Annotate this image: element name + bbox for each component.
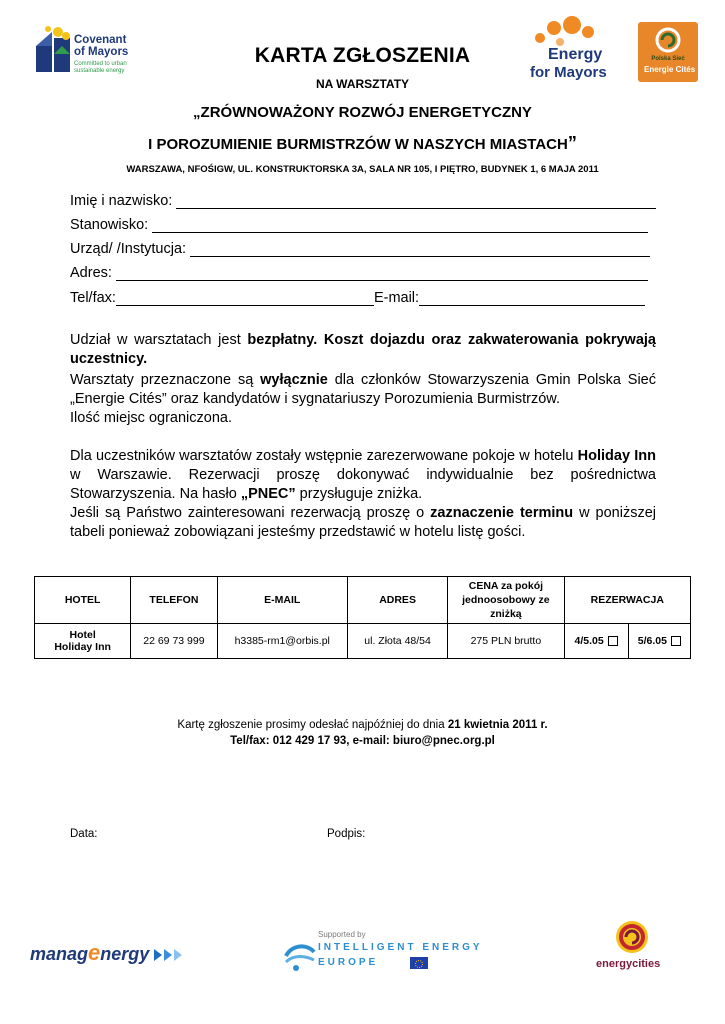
mgn-text1: manag bbox=[30, 944, 89, 964]
info-paragraph-1 bbox=[70, 331, 656, 369]
efm-line1: Energy bbox=[548, 46, 603, 63]
deadline-date: 21 kwietnia 2011 r. bbox=[447, 719, 548, 731]
page-title: KARTA ZGŁOSZENIA bbox=[254, 44, 471, 67]
cell-price: 275 PLN brutto bbox=[448, 624, 564, 659]
p2-text-c: dla członków Stowarzyszenia Gmin Polska Sieć „Energie Cités” oraz kandydatów i sygnatariuszy Porozumienia Burmistrzów. bbox=[70, 372, 656, 407]
iee-line1: INTELLIGENT ENERGY bbox=[318, 942, 483, 953]
topic-quote: ” bbox=[567, 133, 577, 153]
info-paragraph-4 bbox=[70, 447, 656, 504]
energycities-logo bbox=[596, 918, 676, 974]
cell-address: ul. Złota 48/54 bbox=[347, 624, 447, 659]
phone-input-line[interactable] bbox=[116, 292, 374, 306]
ps-line3: Cités bbox=[675, 65, 696, 74]
covenant-line2: of Mayors bbox=[74, 46, 129, 58]
option1-label: 4/5.05 bbox=[574, 635, 604, 647]
header-email: E-MAIL bbox=[217, 577, 347, 624]
table-header-row bbox=[35, 577, 691, 624]
energycities-swirl-icon bbox=[612, 918, 652, 956]
deadline-line bbox=[0, 719, 725, 731]
iee-swirl-icon bbox=[282, 938, 318, 974]
cell-email: h3385-rm1@orbis.pl bbox=[217, 624, 347, 659]
reservation-option-2[interactable] bbox=[628, 624, 690, 659]
mgn-text3: nergy bbox=[100, 944, 150, 964]
name-label: Imię i nazwisko: bbox=[70, 193, 173, 209]
option2-label: 5/6.05 bbox=[637, 635, 667, 647]
address-input-line[interactable] bbox=[116, 267, 648, 281]
office-label: Urząd/ /Instytucja: bbox=[70, 241, 187, 257]
date-label: Data: bbox=[70, 828, 98, 840]
reservation-option-1[interactable] bbox=[564, 624, 628, 659]
page-subtitle: NA WARSZTATY bbox=[315, 77, 410, 91]
intelligent-energy-europe-logo bbox=[282, 930, 522, 978]
p2-bold: wyłącznie bbox=[260, 372, 328, 388]
p5-text-c: w poniższej tabeli ponieważ zobowiązani jesteśmy przedstawić w hotelu listę gości. bbox=[70, 505, 656, 540]
name-field[interactable] bbox=[70, 193, 656, 209]
topic-line2-wrap bbox=[0, 133, 725, 154]
email-input-line[interactable] bbox=[419, 292, 645, 306]
contact-field[interactable] bbox=[70, 290, 645, 306]
p1-text: Udział w warsztatach jest bbox=[70, 332, 248, 348]
info-paragraph-2 bbox=[70, 371, 656, 409]
covenant-line4: sustainable energy bbox=[74, 68, 125, 74]
p4-hotel: Holiday Inn bbox=[577, 448, 656, 464]
option1-checkbox[interactable] bbox=[608, 636, 618, 646]
table-row bbox=[35, 624, 691, 659]
sun-circles-icon bbox=[530, 14, 600, 48]
info-paragraph-5 bbox=[70, 504, 656, 542]
deadline-text: Kartę zgłoszenie prosimy odesłać najpóźniej do dnia bbox=[177, 719, 448, 731]
p4-text-e: przysługuje zniżka. bbox=[295, 486, 423, 502]
covenant-line3: Committed to urban bbox=[74, 61, 127, 67]
info-paragraph-3: Ilość miejsc ograniczona. bbox=[70, 410, 232, 426]
position-label: Stanowisko: bbox=[70, 217, 149, 233]
managenergy-logo bbox=[30, 940, 184, 966]
efm-line2: for Mayors bbox=[530, 64, 607, 81]
cell-hotel bbox=[35, 624, 131, 659]
email-label: E-mail: bbox=[373, 290, 420, 306]
signature-label: Podpis: bbox=[327, 828, 366, 840]
topic-line1: „ZRÓWNOWAŻONY ROZWÓJ ENERGETYCZNY bbox=[193, 104, 532, 121]
p4-text-c: w Warszawie. Rezerwacji proszę dokonywać indywidualnie bez pośrednictwa Stowarzyszenia. Na hasło bbox=[70, 467, 656, 502]
p5-text-a: Jeśli są Państwo zainteresowani rezerwacją proszę o bbox=[70, 505, 431, 521]
cell-phone: 22 69 73 999 bbox=[131, 624, 217, 659]
address-label: Adres: bbox=[70, 265, 112, 281]
covenant-line1: Covenant bbox=[74, 34, 127, 46]
eu-flag-icon bbox=[410, 957, 428, 969]
venue-line: WARSZAWA, NFOŚIGW, UL. KONSTRUKTORSKA 3A, SALA NR 105, I PIĘTRO, BUDYNEK 1, 6 MAJA 2011 bbox=[126, 164, 599, 175]
header-address: ADRES bbox=[347, 577, 447, 624]
position-field[interactable] bbox=[70, 217, 648, 233]
p2-text-a: Warsztaty przeznaczone są bbox=[70, 372, 261, 388]
phone-label: Tel/fax: bbox=[70, 290, 116, 306]
p5-bold: zaznaczenie terminu bbox=[430, 505, 574, 521]
header-hotel: HOTEL bbox=[35, 577, 131, 624]
office-input-line[interactable] bbox=[190, 243, 650, 257]
p1-bold: bezpłatny. Koszt dojazdu oraz zakwaterowania pokrywają uczestnicy. bbox=[70, 332, 656, 367]
ps-line2: Energie bbox=[644, 65, 674, 74]
energycities-text: energycities bbox=[596, 958, 661, 970]
header-price: CENA za pokój jednoosobowy ze zniżką bbox=[448, 577, 564, 624]
position-input-line[interactable] bbox=[152, 219, 648, 233]
office-field[interactable] bbox=[70, 241, 650, 257]
hotel-line2: Holiday Inn bbox=[54, 641, 111, 653]
iee-line2: EUROPE bbox=[318, 957, 379, 968]
ps-line1: Polska Sieć bbox=[651, 56, 685, 62]
iee-supported: Supported by bbox=[318, 930, 366, 939]
mgn-text2: e bbox=[88, 940, 101, 965]
hotel-table bbox=[34, 576, 691, 659]
address-field[interactable] bbox=[70, 265, 648, 281]
contact-line: Tel/fax: 012 429 17 93, e-mail: biuro@pnec.org.pl bbox=[230, 735, 495, 747]
header-phone: TELEFON bbox=[131, 577, 217, 624]
hotel-line1: Hotel bbox=[69, 629, 96, 641]
p4-text-a: Dla uczestników warsztatów zostały wstępnie zarezerwowane pokoje w hotelu bbox=[70, 448, 578, 464]
name-input-line[interactable] bbox=[176, 195, 656, 209]
p4-code: „PNEC” bbox=[240, 486, 296, 502]
option2-checkbox[interactable] bbox=[671, 636, 681, 646]
arrows-icon bbox=[154, 948, 184, 962]
header-reservation: REZERWACJA bbox=[564, 577, 690, 624]
topic-line2: I POROZUMIENIE BURMISTRZÓW W NASZYCH MIASTACH bbox=[148, 136, 568, 153]
